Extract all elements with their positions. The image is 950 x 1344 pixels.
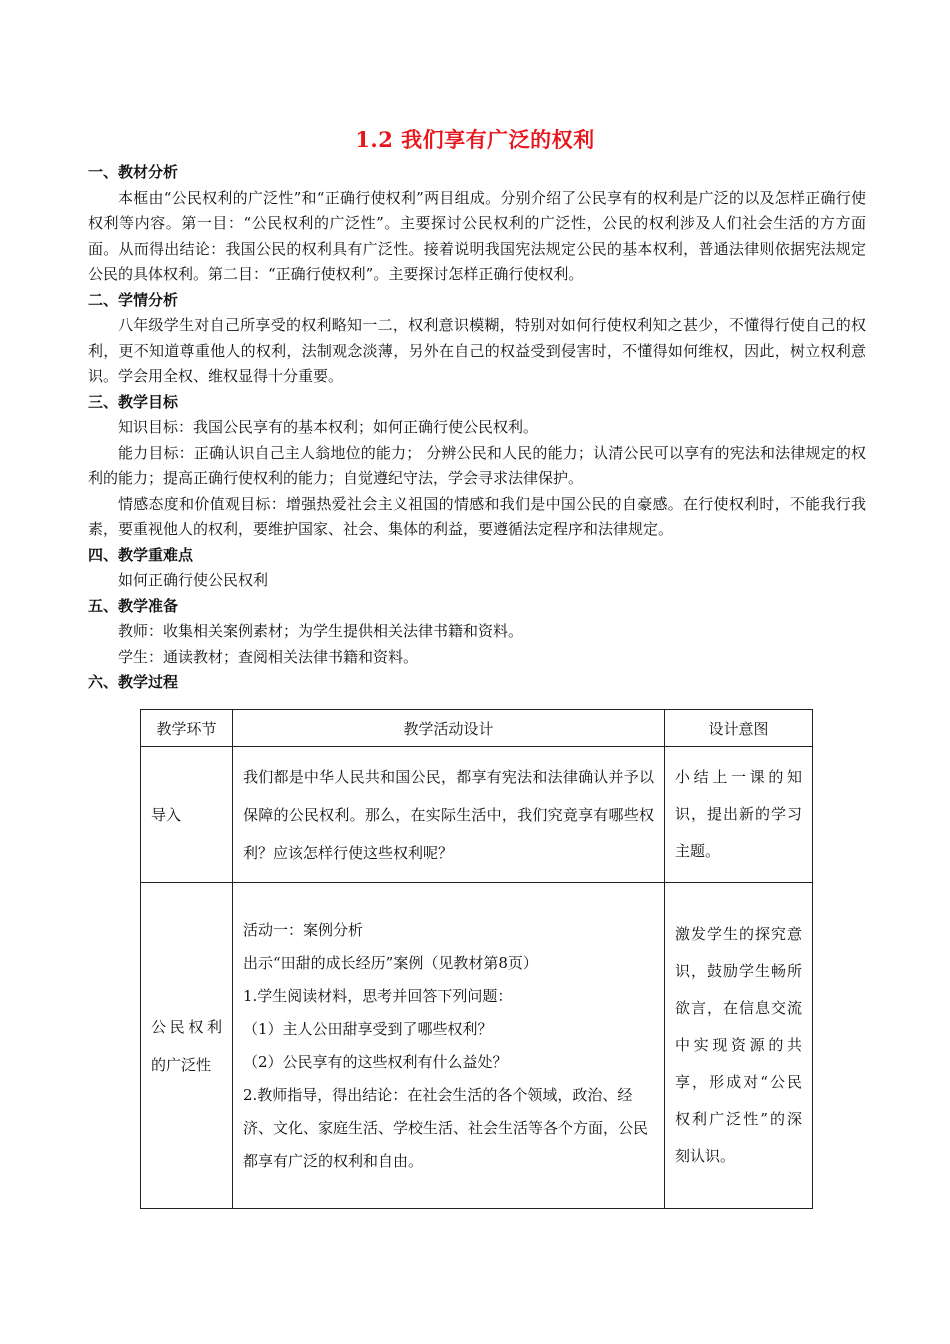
key-points-text: 如何正确行使公民权利 (118, 571, 269, 589)
row1-intent: 小结上一课的知识，提出新的学习主题。 (665, 747, 813, 883)
table-row (141, 883, 813, 1209)
row1-stage: 导入 (141, 747, 233, 883)
row2-activity-line: 活动一：案例分析 (243, 920, 364, 939)
table-header-row (141, 710, 813, 747)
ability-goal: 能力目标：正确认识自己主人翁地位的能力； 分辨公民和人民的能力；认清公民可以享有的宪法和法律规定的权利的能力；提高正确行使权利的能力；自觉遵纪守法，学会寻求法律保护。 (88, 443, 866, 487)
teacher-preparation: 教师：收集相关案例素材；为学生提供相关法律书籍和资料。 (118, 622, 524, 640)
material-analysis-text: 本框由“公民权利的广泛性”和“正确行使权利”两目组成。分别介绍了公民享有的权利是广泛的以及怎样正确行使权利等内容。第一目：“公民权利的广泛性”。主要探讨公民权利的广泛性，公民的权利涉及人们社会生活的方方面面。从而得出结论：我国公民的权利具有广泛性。接着说明我国宪法规定公民的基本权利，普通法律则依据宪法规定公民的具体权利。第二目：“正确行使权利”。主要探讨怎样正确行使权利。 (88, 188, 866, 283)
row2-intent: 激发学生的探究意识，鼓励学生畅所欲言，在信息交流中实现资源的共享，形成对“公民权利广泛性”的深刻认识。 (665, 883, 813, 1209)
heading-preparation: 五、教学准备 (88, 596, 179, 615)
row2-activity-line: （1）主人公田甜享受到了哪些权利？ (243, 1019, 493, 1038)
student-preparation: 学生：通读教材；查阅相关法律书籍和资料。 (118, 647, 419, 666)
row2-activity-line: （2）公民享有的这些权利有什么益处？ (243, 1052, 508, 1071)
teaching-process-table (140, 709, 813, 1209)
page-title: 1.2 我们享有广泛的权利 (355, 127, 595, 152)
heading-teaching-goals: 三、教学目标 (88, 392, 179, 411)
table-row (141, 747, 813, 883)
row1-activity: 我们都是中华人民共和国公民，都享有宪法和法律确认并予以保障的公民权利。那么，在实际生活中，我们究竟享有哪些权利？应该怎样行使这些权利呢？ (233, 747, 665, 883)
row2-activity-line: 2.教师指导，得出结论：在社会生活的各个领域，政治、经济、文化、家庭生活、学校生活、社会生活等各个方面，公民都享有广泛的权利和自由。 (243, 1085, 649, 1170)
heading-student-analysis: 二、学情分析 (88, 290, 179, 309)
header-activity: 教学活动设计 (233, 710, 665, 747)
student-analysis-text: 八年级学生对自己所享受的权利略知一二，权利意识模糊，特别对如何行使权利知之甚少，不懂得行使自己的权利，更不知道尊重他人的权利，法制观念淡薄，另外在自己的权益受到侵害时，不懂得如何维权，因此，树立权利意识。学会用全权、维权显得十分重要。 (88, 316, 866, 385)
header-intent: 设计意图 (665, 710, 813, 747)
row2-stage: 公民权利的广泛性 (141, 883, 233, 1209)
row2-activity (233, 883, 665, 1209)
heading-key-points: 四、教学重难点 (88, 545, 194, 564)
heading-teaching-process: 六、教学过程 (88, 673, 179, 691)
document-body (88, 160, 866, 696)
emotion-goal: 情感态度和价值观目标：增强热爱社会主义祖国的情感和我们是中国公民的自豪感。在行使权利时，不能我行我素，要重视他人的权利，要维护国家、社会、集体的利益，要遵循法定程序和法律规定。 (88, 494, 866, 538)
row2-activity-line: 1.学生阅读材料，思考并回答下列问题： (243, 986, 513, 1005)
heading-material-analysis: 一、教材分析 (88, 163, 179, 181)
header-stage: 教学环节 (141, 710, 233, 747)
knowledge-goal: 知识目标：我国公民享有的基本权利；如何正确行使公民权利。 (118, 418, 539, 436)
row2-activity-line: 出示“田甜的成长经历”案例（见教材第8页） (243, 953, 538, 972)
